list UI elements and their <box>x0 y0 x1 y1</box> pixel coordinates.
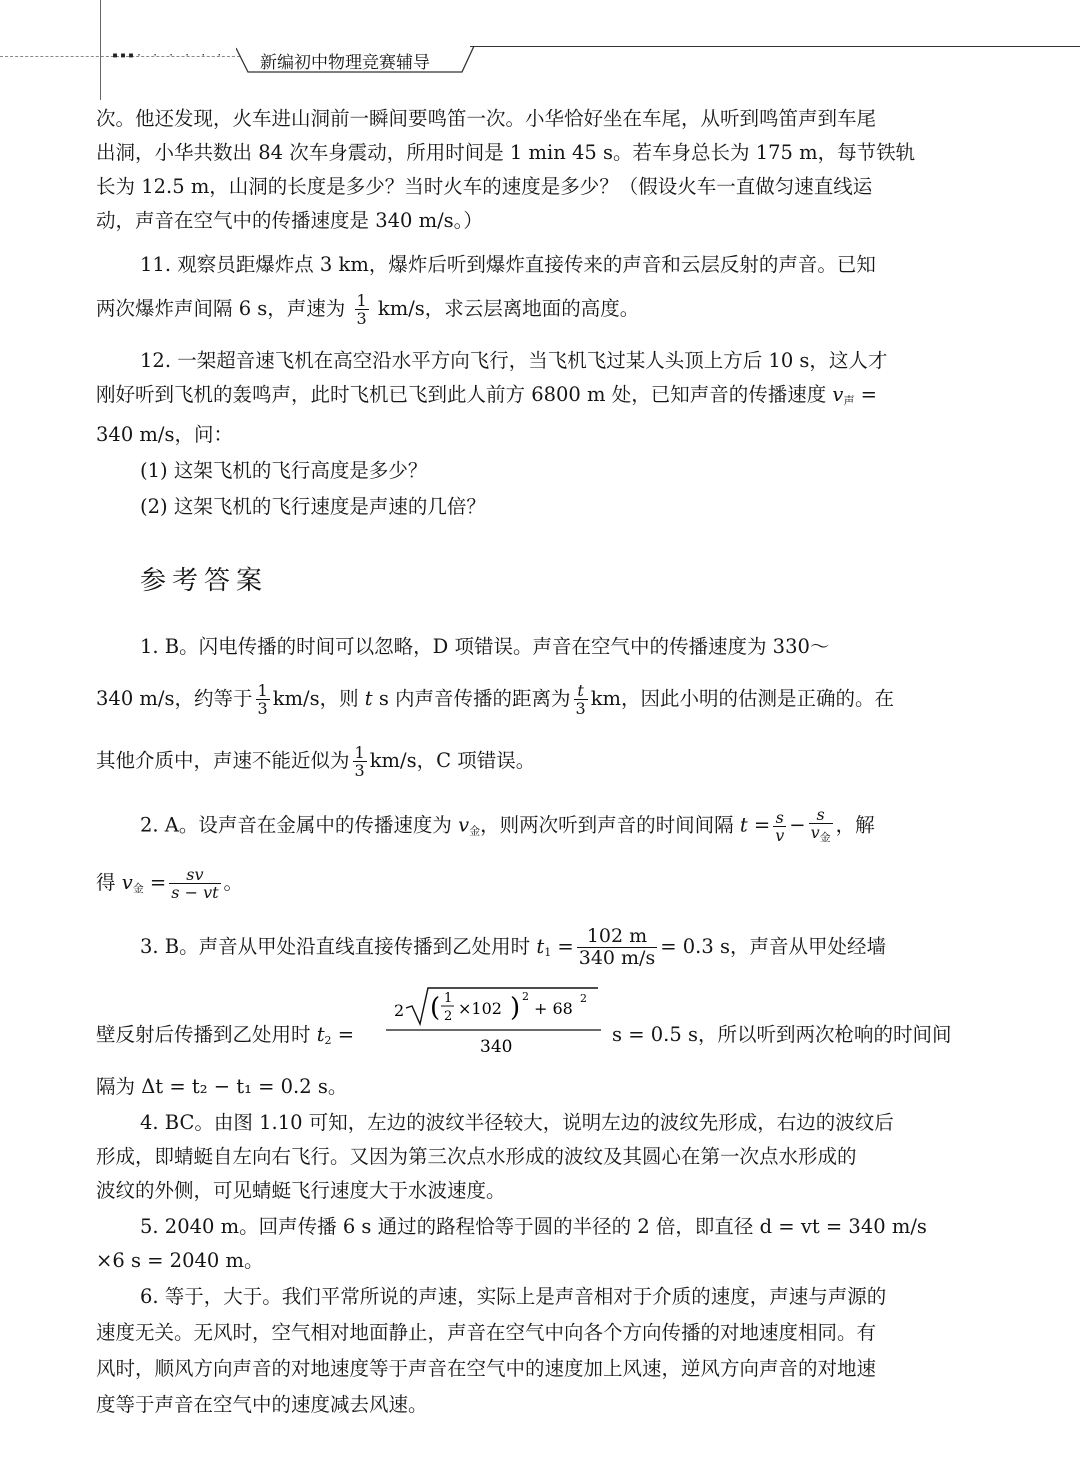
frac-den <box>809 824 833 846</box>
a1-text-b: km/s，则 <box>272 687 365 710</box>
p12-line-2 <box>96 380 986 416</box>
half-den: 2 <box>444 1009 453 1024</box>
a2-eq: = <box>143 871 167 894</box>
a2-minus: − <box>789 813 806 837</box>
answers-heading: 参考答案 <box>140 566 269 596</box>
paren-open: ( <box>430 993 441 1023</box>
frac-den-v: v <box>810 823 820 842</box>
a3-t1-sub: 1 <box>544 946 552 959</box>
paren-close: ) <box>510 993 521 1023</box>
a2-line-2 <box>96 866 986 904</box>
frac-den: 3 <box>257 699 268 718</box>
a2-text-c: ，解 <box>835 813 875 837</box>
p12-text-b: = <box>854 383 877 406</box>
fraction-one-third <box>256 682 270 717</box>
a6-line-4: 度等于声音在空气中的速度减去风速。 <box>96 1393 428 1416</box>
a3-text-c: 壁反射后传播到乙处用时 <box>96 1023 317 1046</box>
a2-sub: 金 <box>469 824 481 838</box>
frac-den: v <box>775 825 785 845</box>
a4-line-3: 波纹的外侧，可见蜻蜓飞行速度大于水波速度。 <box>96 1179 506 1202</box>
frac-den: 3 <box>356 309 367 328</box>
a3-t2: t <box>316 1023 325 1046</box>
running-head-title: 新编初中物理竞赛辅导 <box>260 53 430 73</box>
frac-num: 102 m <box>577 926 657 948</box>
times-102: ×102 <box>458 999 502 1018</box>
fraction-t-third <box>574 682 588 717</box>
frac-num: 1 <box>356 291 367 310</box>
a1-text-c: s 内声音传播的距离为 <box>372 687 571 710</box>
a6-line-3: 风时，顺风方向声音的对地速度等于声音在空气中的速度加上风速，逆风方向声音的对地速 <box>96 1357 877 1380</box>
p12-v-symbol: v <box>832 383 844 406</box>
a3-text-b: = 0.3 s，声音从甲处经墙 <box>660 935 886 958</box>
sqrt-coef: 2 <box>394 1001 405 1020</box>
p12-v-subscript: 声 <box>843 394 855 407</box>
fraction-s-over-vmetal <box>809 806 833 846</box>
p12-line-3: 340 m/s，问： <box>96 423 233 446</box>
a1-t-symbol: t <box>364 687 373 710</box>
p11-text-a: 两次爆炸声间隔 6 s，声速为 <box>96 297 346 320</box>
fraction-one-third <box>353 744 367 779</box>
a2-text-a: 2. A。设声音在金属中的传播速度为 <box>140 813 459 837</box>
sqrt-formula-graphic <box>376 980 606 1060</box>
a3-line-2-tail: s = 0.5 s，所以听到两次枪响的时间间 <box>612 1023 952 1046</box>
a1-text-e: 其他介质中，声速不能近似为 <box>96 749 350 772</box>
a3-line-3: 隔为 Δt = t₂ − t₁ = 0.2 s。 <box>96 1075 348 1098</box>
p10-line-2: 出洞，小华共数出 84 次车身震动，所用时间是 1 min 45 s。若车身总长为 175 m，每节铁轨 <box>96 141 916 164</box>
a6-line-1: 6. 等于，大于。我们平常所说的声速，实际上是声音相对于介质的速度，声速与声源的 <box>140 1285 887 1308</box>
frac-den: 3 <box>575 699 586 718</box>
sqrt-formula <box>376 980 606 1060</box>
p10-line-4: 动，声音在空气中的传播速度是 340 m/s。） <box>96 209 483 232</box>
fraction-s-over-v <box>773 809 786 844</box>
fraction-102-over-340 <box>577 926 657 969</box>
a2-text-b: ，则两次听到声音的时间间隔 <box>480 813 740 837</box>
p10-line-1: 次。他还发现，火车进山洞前一瞬间要鸣笛一次。小华恰好坐在车尾，从听到鸣笛声到车尾 <box>96 107 877 130</box>
header-tab <box>236 44 476 74</box>
a3-text-a: 3. B。声音从甲处沿直线直接传播到乙处用时 <box>140 935 537 958</box>
p12-line-1: 12. 一架超音速飞机在高空沿水平方向飞行，当飞机飞过某人头顶上方后 10 s，这人才 <box>140 349 888 372</box>
plus-68: + 68 <box>534 999 573 1018</box>
a3-t2-sub: 2 <box>324 1034 332 1047</box>
square-exp: 2 <box>522 990 529 1003</box>
a2-sub-2: 金 <box>132 882 144 895</box>
frac-num: 1 <box>257 681 268 700</box>
a2-v-2: v <box>121 871 133 894</box>
a2-text-e: 。 <box>223 871 244 894</box>
a2-line-1 <box>96 806 1030 847</box>
frac-num: s <box>773 809 786 827</box>
frac-den: 3 <box>354 761 365 780</box>
p11-line-2 <box>96 292 986 327</box>
a5-line-2: ×6 s = 2040 m。 <box>96 1249 264 1272</box>
a3-t1: t <box>536 935 545 958</box>
a3-eq-1: = <box>551 935 574 958</box>
p11-text-b: km/s，求云层离地面的高度。 <box>377 297 640 320</box>
frac-num: s <box>809 806 833 824</box>
frac-den: 340 m/s <box>578 947 656 969</box>
p12-question-1: (1) 这架飞机的飞行高度是多少？ <box>140 459 428 482</box>
a2-v: v <box>458 813 470 837</box>
p12-question-2: (2) 这架飞机的飞行速度是声速的几倍？ <box>140 495 486 518</box>
fraction-one-third <box>355 292 369 327</box>
frac-den: s − vt <box>171 883 219 902</box>
square-exp-2: 2 <box>580 992 587 1005</box>
p11-line-1: 11. 观察员距爆炸点 3 km，爆炸后听到爆炸直接传来的声音和云层反射的声音。已知 <box>140 253 876 276</box>
a4-line-2: 形成，即蜻蜓自左向右飞行。又因为第三次点水形成的波纹及其圆心在第一次点水形成的 <box>96 1145 857 1168</box>
frac-num: sv <box>169 866 220 884</box>
header-dots: ▪▪▪· · · · · · <box>112 50 225 61</box>
p10-line-3: 长为 12.5 m，山洞的长度是多少？当时火车的速度是多少？（假设火车一直做匀速直线运 <box>96 175 873 198</box>
header-rule <box>470 46 1080 47</box>
p12-text-a: 刚好听到飞机的轰鸣声，此时飞机已飞到此人前方 6800 m 处，已知声音的传播速度 <box>96 383 833 406</box>
a1-text-a: 340 m/s，约等于 <box>96 687 253 710</box>
a2-t-eq: t = <box>739 813 771 837</box>
a5-line-1: 5. 2040 m。回声传播 6 s 通过的路程恰等于圆的半径的 2 倍，即直径 d = vt = 340 m/s <box>140 1215 927 1238</box>
den-340: 340 <box>480 1037 513 1057</box>
a2-text-d: 得 <box>96 871 122 894</box>
half-num: 1 <box>444 991 453 1006</box>
a1-line-3 <box>96 744 986 779</box>
a3-eq-2: = <box>331 1023 355 1046</box>
frac-num: 1 <box>354 743 365 762</box>
header-margin-rule <box>100 0 102 100</box>
a1-text-d: km，因此小明的估测是正确的。在 <box>590 687 895 710</box>
frac-num: t <box>574 682 588 700</box>
a3-line-1 <box>96 926 1030 969</box>
fraction-sv-over-s-minus-vt <box>169 866 220 901</box>
a4-line-1: 4. BC。由图 1.10 可知，左边的波纹半径较大，说明左边的波纹先形成，右边的波纹后 <box>140 1111 894 1134</box>
a6-line-2: 速度无关。无风时，空气相对地面静止，声音在空气中向各个方向传播的对地速度相同。有 <box>96 1321 877 1344</box>
a1-line-2 <box>96 682 986 717</box>
frac-den-sub: 金 <box>819 831 831 844</box>
a1-text-f: km/s，C 项错误。 <box>369 749 536 772</box>
a1-line-1: 1. B。闪电传播的时间可以忽略，D 项错误。声音在空气中的传播速度为 330～ <box>140 635 830 658</box>
